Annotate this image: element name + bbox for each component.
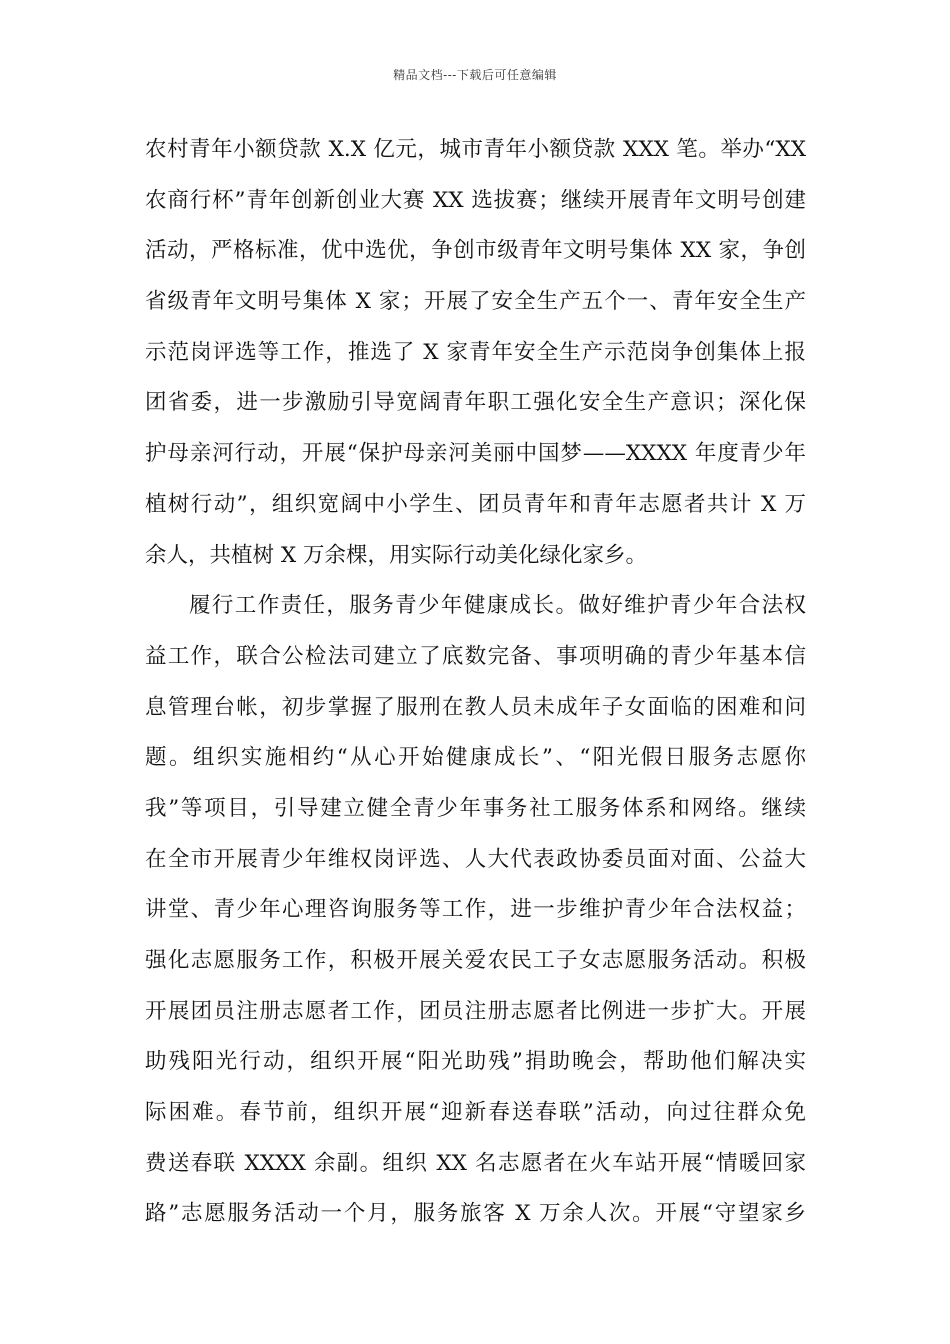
text-line: 助残阳光行动，组织开展“阳光助残”捐助晚会，帮助他们解决实 [145, 1049, 806, 1075]
text-line: 省级青年文明号集体 X 家；开展了安全生产五个一、青年安全生产 [145, 289, 806, 315]
text-line: 讲堂、青少年心理咨询服务等工作，进一步维护青少年合法权益； [145, 897, 806, 923]
document-body [145, 132, 806, 1247]
text-line: 开展团员注册志愿者工作，团员注册志愿者比例进一步扩大。开展 [145, 998, 806, 1024]
text-line: 际困难。春节前，组织开展“迎新春送春联”活动，向过往群众免 [145, 1100, 806, 1126]
text-line: 护母亲河行动，开展“保护母亲河美丽中国梦——XXXX 年度青少年 [145, 441, 806, 467]
text-line: 我”等项目，引导建立健全青少年事务社工服务体系和网络。继续 [145, 795, 806, 821]
text-line: 团省委，进一步激励引导宽阔青年职工强化安全生产意识；深化保 [145, 390, 806, 416]
text-line: 示范岗评选等工作，推选了 X 家青年安全生产示范岗争创集体上报 [145, 339, 806, 365]
text-line: 农村青年小额贷款 X.X 亿元，城市青年小额贷款 XXX 笔。举办“XX [145, 137, 806, 162]
page-header: 精品文档---下载后可任意编辑 [393, 68, 557, 82]
text-line: 息管理台帐，初步掌握了服刑在教人员未成年子女面临的困难和问 [145, 694, 806, 720]
text-line: 在全市开展青少年维权岗评选、人大代表政协委员面对面、公益大 [145, 846, 806, 872]
text-line: 植树行动”，组织宽阔中小学生、团员青年和青年志愿者共计 X 万 [145, 491, 806, 517]
text-line: 费送春联 XXXX 余副。组织 XX 名志愿者在火车站开展“情暖回家 [145, 1150, 806, 1176]
text-line: 题。组织实施相约“从心开始健康成长”、“阳光假日服务志愿你 [145, 745, 806, 771]
text-line: 活动，严格标准，优中选优，争创市级青年文明号集体 XX 家，争创 [145, 238, 806, 264]
text-line: 益工作，联合公检法司建立了底数完备、事项明确的青少年基本信 [145, 643, 806, 669]
paragraph-end-line: 余人，共植树 X 万余棵，用实际行动美化绿化家乡。 [145, 542, 647, 568]
text-line: 路”志愿服务活动一个月，服务旅客 X 万余人次。开展“守望家乡 [145, 1201, 806, 1227]
text-line: 强化志愿服务工作，积极开展关爱农民工子女志愿服务活动。积极 [145, 948, 806, 973]
text-line: 农商行杯”青年创新创业大赛 XX 选拔赛；继续开展青年文明号创建 [145, 187, 806, 213]
paragraph-start-line: 履行工作责任，服务青少年健康成长。做好维护青少年合法权 [189, 593, 806, 619]
